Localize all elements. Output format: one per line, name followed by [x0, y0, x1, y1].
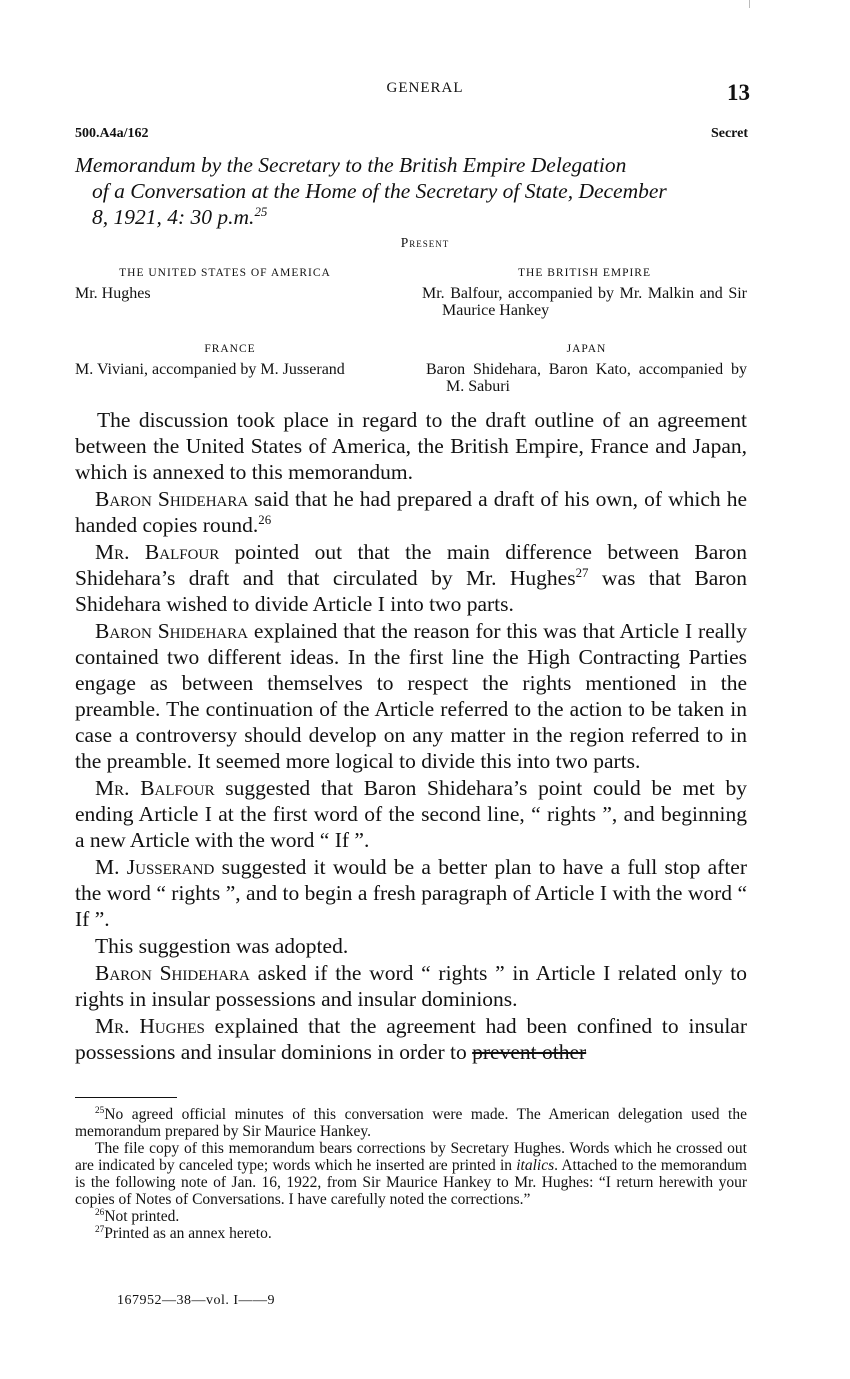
- party-france: [75, 343, 385, 378]
- party-members: Mr. Balfour, accompanied by Mr. Malkin and Sir Maurice Hankey: [422, 285, 747, 319]
- party-members: Baron Shidehara, Baron Kato, accompanied by M. Saburi: [426, 361, 747, 395]
- footnote-ref-25: 25: [254, 204, 268, 219]
- memorandum-body: [75, 407, 747, 1066]
- footnote-25-continued: The file copy of this memorandum bears corrections by Secretary Hughes. Words which he crossed out are indicated by canceled type; words which he inserted are printed in italics. Attached to the memorandum is the following note of Jan. 16, 1922, from Sir Maurice Hankey to Mr. Hughes: “I return herewith your copies of Notes of Conversations. I have carefully noted the corrections.”: [75, 1140, 747, 1208]
- paragraph: Baron Shidehara explained that the reason for this was that Article I really contained two different ideas. In the first line the High Contracting Parties engage as between themselves to respect the rights mentioned in the preamble. The continuation of the Article referred to the action to be taken in case a controversy should develop on any matter in the region referred to in the preamble. It seemed more logical to divide this into two parts.: [75, 619, 747, 773]
- speaker-name: Baron Shidehara: [95, 487, 249, 511]
- speaker-name: M. Jusserand: [95, 855, 215, 879]
- footnote-ref-27: 27: [575, 565, 589, 580]
- party-british-empire: [422, 267, 747, 319]
- page-edge-mark: [749, 0, 750, 8]
- present-heading: Present: [400, 235, 450, 250]
- canceled-text: prevent other: [472, 1040, 587, 1064]
- paragraph: M. Jusserand suggested it would be a better plan to have a full stop after the word “ rights ”, and to begin a fresh paragraph of Article I with the word “ If ”.: [75, 855, 747, 931]
- party-heading: THE BRITISH EMPIRE: [518, 267, 651, 279]
- party-heading: JAPAN: [566, 343, 607, 355]
- footnote-27: $^{27}$Printed as an annex hereto.: [95, 1224, 272, 1242]
- paragraph: Mr. Balfour pointed out that the main difference between Baron Shidehara’s draft and that circulated by Mr. Hughes$^{27}$ was that Baron Shidehara wished to divide Article I into two parts.: [75, 540, 747, 616]
- paragraph: Mr. Balfour suggested that Baron Shidehara’s point could be met by ending Article I at the first word of the second line, “ rights ”, and beginning a new Article with the word “ If ”.: [75, 776, 747, 852]
- page-number: 13: [727, 80, 750, 105]
- party-united-states: [75, 267, 375, 302]
- document-title: [75, 152, 747, 230]
- title-line-2: of a Conversation at the Home of the Secretary of State, December: [92, 179, 667, 203]
- paragraph: Baron Shidehara said that he had prepared a draft of his own, of which he handed copies round.$^{26}$: [75, 487, 747, 537]
- paragraph: Baron Shidehara asked if the word “ rights ” in Article I related only to rights in insular possessions and insular dominions.: [75, 961, 747, 1011]
- speaker-name: Baron Shidehara: [95, 961, 250, 985]
- paragraph: Mr. Hughes explained that the agreement had been confined to insular possessions and insular dominions in order to prevent other: [75, 1014, 747, 1064]
- footnotes: [75, 1106, 747, 1242]
- party-japan: [426, 343, 747, 395]
- title-line-1: Memorandum by the Secretary to the British Empire Delegation: [75, 153, 627, 177]
- speaker-name: Baron Shidehara: [95, 619, 248, 643]
- paragraph: This suggestion was adopted.: [95, 934, 349, 958]
- speaker-name: Mr. Balfour: [95, 540, 220, 564]
- party-heading: FRANCE: [204, 343, 256, 355]
- footnote-25: $^{25}$No agreed official minutes of this conversation were made. The American delegation used the memorandum prepared by Sir Maurice Hankey.: [75, 1105, 747, 1140]
- running-head: GENERAL: [386, 80, 464, 96]
- document-id: 500.A4a/162: [75, 126, 149, 141]
- speaker-name: Mr. Hughes: [95, 1014, 205, 1038]
- title-line-3: 8, 1921, 4: 30 p.m.$^{25}$: [92, 204, 268, 229]
- footnote-ref-26: 26: [258, 512, 272, 527]
- printer-imprint: 167952—38—vol. I——9: [117, 1293, 276, 1308]
- party-members: M. Viviani, accompanied by M. Jusserand: [75, 361, 345, 378]
- speaker-name: Mr. Balfour: [95, 776, 215, 800]
- paragraph: The discussion took place in regard to the draft outline of an agreement between the United States of America, the British Empire, France and Japan, which is annexed to this memorandum.: [75, 408, 747, 484]
- footnote-rule: [75, 1097, 177, 1098]
- classification-label: Secret: [710, 126, 748, 141]
- party-members: Mr. Hughes: [75, 285, 151, 302]
- party-heading: THE UNITED STATES OF AMERICA: [119, 267, 331, 279]
- footnote-26: $^{26}$Not printed.: [95, 1207, 180, 1225]
